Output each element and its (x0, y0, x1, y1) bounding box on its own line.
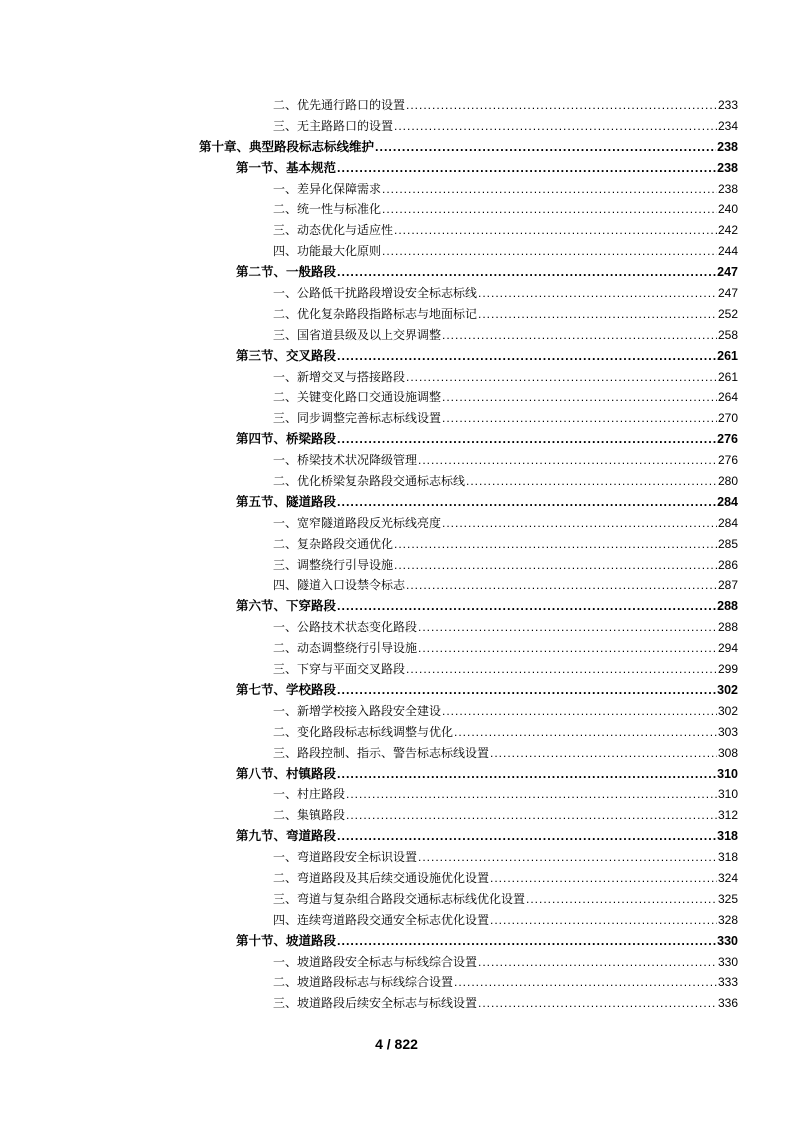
toc-entry-section[interactable] (0, 158, 738, 179)
toc-entry-item[interactable] (0, 659, 738, 680)
toc-entry-item[interactable] (0, 408, 738, 429)
toc-entry-title: 四、连续弯道路段交通安全标志优化设置 (273, 912, 490, 927)
dot-leader (406, 367, 717, 388)
dot-leader (478, 993, 717, 1014)
toc-entry-item[interactable] (0, 889, 738, 910)
toc-entry-title: 第五节、隧道路段 (236, 494, 337, 509)
toc-entry-page-number: 312 (717, 808, 738, 823)
dot-leader (394, 220, 717, 241)
toc-entry-title: 三、路段控制、指示、警告标志标线设置 (273, 745, 490, 760)
dot-leader (478, 304, 717, 325)
dot-leader (406, 95, 717, 116)
toc-entry-title: 一、弯道路段安全标识设置 (273, 850, 418, 865)
toc-entry-page-number: 238 (717, 139, 738, 154)
toc-entry-title: 第九节、弯道路段 (236, 829, 337, 844)
toc-entry-item[interactable] (0, 367, 738, 388)
toc-entry-page-number: 238 (717, 181, 738, 196)
dot-leader (346, 805, 717, 826)
dot-leader (418, 450, 717, 471)
toc-entry-title: 三、弯道与复杂组合路段交通标志标线优化设置 (273, 891, 526, 906)
toc-entry-page-number: 284 (717, 494, 738, 509)
toc-entry-title: 一、新增学校接入路段安全建设 (273, 703, 442, 718)
dot-leader (382, 199, 717, 220)
toc-entry-item[interactable] (0, 534, 738, 555)
dot-leader (337, 826, 716, 847)
toc-entry-item[interactable] (0, 617, 738, 638)
toc-entry-item[interactable] (0, 116, 738, 137)
toc-entry-title: 一、公路低干扰路段增设安全标志标线 (273, 286, 478, 301)
toc-entry-title: 第十章、典型路段标志标线维护 (199, 139, 375, 154)
toc-entry-title: 三、无主路路口的设置 (273, 118, 394, 133)
toc-entry-item[interactable] (0, 241, 738, 262)
toc-entry-title: 第十节、坡道路段 (236, 933, 337, 948)
toc-entry-page-number: 284 (717, 515, 738, 530)
toc-entry-title: 二、关键变化路口交通设施调整 (273, 390, 442, 405)
toc-entry-page-number: 288 (717, 599, 738, 614)
dot-leader (454, 722, 717, 743)
toc-entry-title: 二、坡道路段标志与标线综合设置 (273, 975, 454, 990)
toc-entry-item[interactable] (0, 555, 738, 576)
toc-entry-title: 第七节、学校路段 (236, 682, 337, 697)
toc-entry-page-number: 330 (717, 954, 738, 969)
toc-entry-page-number: 261 (717, 348, 738, 363)
dot-leader (337, 346, 716, 367)
toc-entry-page-number: 302 (717, 703, 738, 718)
toc-entry-title: 三、同步调整完善标志标线设置 (273, 411, 442, 426)
toc-entry-page-number: 294 (717, 641, 738, 656)
dot-leader (382, 179, 717, 200)
toc-entry-title: 二、复杂路段交通优化 (273, 536, 394, 551)
toc-entry-title: 一、桥梁技术状况降级管理 (273, 453, 418, 468)
toc-entry-page-number: 234 (717, 118, 738, 133)
toc-entry-item[interactable] (0, 471, 738, 492)
toc-entry-page-number: 285 (717, 536, 738, 551)
dot-leader (442, 387, 717, 408)
toc-entry-title: 三、动态优化与适应性 (273, 223, 394, 238)
dot-leader (442, 408, 717, 429)
toc-entry-page-number: 244 (717, 244, 738, 259)
toc-entry-chapter[interactable] (0, 137, 738, 158)
toc-entry-page-number: 242 (717, 223, 738, 238)
table-of-contents (0, 95, 793, 1014)
toc-entry-page-number: 302 (717, 682, 738, 697)
dot-leader (418, 617, 717, 638)
toc-entry-item[interactable] (0, 952, 738, 973)
dot-leader (337, 492, 716, 513)
toc-entry-title: 二、动态调整绕行引导设施 (273, 641, 418, 656)
toc-entry-item[interactable] (0, 868, 738, 889)
toc-entry-page-number: 258 (717, 327, 738, 342)
dot-leader (478, 283, 717, 304)
toc-entry-page-number: 233 (717, 98, 738, 112)
toc-entry-item[interactable] (0, 199, 738, 220)
toc-entry-item[interactable] (0, 722, 738, 743)
toc-entry-page-number: 264 (717, 390, 738, 405)
dot-leader (490, 910, 717, 931)
toc-entry-title: 二、优先通行路口的设置 (273, 98, 406, 112)
toc-entry-item[interactable] (0, 283, 738, 304)
toc-entry-title: 二、优化复杂路段指路标志与地面标记 (273, 306, 478, 321)
toc-entry-title: 三、调整绕行引导设施 (273, 557, 394, 572)
toc-entry-page-number: 318 (717, 829, 738, 844)
toc-entry-title: 第四节、桥梁路段 (236, 432, 337, 447)
toc-entry-section[interactable] (0, 680, 738, 701)
toc-entry-page-number: 276 (717, 453, 738, 468)
dot-leader (337, 596, 716, 617)
toc-entry-page-number: 240 (717, 202, 738, 217)
toc-entry-title: 一、公路技术状态变化路段 (273, 620, 418, 635)
dot-leader (337, 680, 716, 701)
toc-entry-item[interactable] (0, 847, 738, 868)
toc-entry-item[interactable] (0, 784, 738, 805)
dot-leader (418, 847, 717, 868)
toc-entry-item[interactable] (0, 95, 738, 116)
toc-entry-page-number: 276 (717, 432, 738, 447)
toc-entry-title: 一、坡道路段安全标志与标线综合设置 (273, 954, 478, 969)
toc-entry-page-number: 238 (717, 160, 738, 175)
toc-entry-item[interactable] (0, 179, 738, 200)
toc-entry-item[interactable] (0, 450, 738, 471)
toc-entry-page-number: 303 (717, 724, 738, 739)
dot-leader (490, 743, 717, 764)
toc-entry-section[interactable] (0, 492, 738, 513)
toc-entry-title: 四、功能最大化原则 (273, 244, 382, 259)
toc-entry-page-number: 333 (717, 975, 738, 990)
toc-entry-page-number: 287 (717, 578, 738, 593)
toc-entry-item[interactable] (0, 304, 738, 325)
toc-entry-title: 二、统一性与标准化 (273, 202, 382, 217)
toc-entry-item[interactable] (0, 910, 738, 931)
dot-leader (394, 534, 717, 555)
toc-entry-title: 二、集镇路段 (273, 808, 346, 823)
toc-entry-item[interactable] (0, 387, 738, 408)
dot-leader (337, 429, 716, 450)
toc-entry-title: 一、新增交叉与搭接路段 (273, 369, 406, 384)
toc-entry-title: 第三节、交叉路段 (236, 348, 337, 363)
toc-entry-page-number: 310 (717, 787, 738, 802)
toc-entry-item[interactable] (0, 575, 738, 596)
toc-entry-page-number: 310 (717, 766, 738, 781)
toc-entry-title: 第二节、一般路段 (236, 265, 337, 280)
toc-entry-section[interactable] (0, 596, 738, 617)
toc-entry-title: 三、下穿与平面交叉路段 (273, 662, 406, 677)
toc-entry-page-number: 247 (717, 286, 738, 301)
dot-leader (394, 555, 717, 576)
toc-entry-page-number: 325 (717, 891, 738, 906)
dot-leader (442, 513, 717, 534)
toc-entry-page-number: 318 (717, 850, 738, 865)
toc-entry-title: 第八节、村镇路段 (236, 766, 337, 781)
toc-entry-page-number: 252 (717, 306, 738, 321)
page-number: 4 / 822 (375, 1036, 418, 1052)
toc-entry-page-number: 247 (717, 265, 738, 280)
toc-entry-title: 一、村庄路段 (273, 787, 346, 802)
toc-entry-page-number: 288 (717, 620, 738, 635)
toc-entry-item[interactable] (0, 513, 738, 534)
toc-entry-section[interactable] (0, 931, 738, 952)
toc-entry-page-number: 328 (717, 912, 738, 927)
dot-leader (382, 241, 717, 262)
toc-entry-title: 三、国省道县级及以上交界调整 (273, 327, 442, 342)
toc-entry-item[interactable] (0, 743, 738, 764)
toc-entry-title: 一、差异化保障需求 (273, 181, 382, 196)
dot-leader (406, 659, 717, 680)
toc-entry-title: 四、隧道入口设禁令标志 (273, 578, 406, 593)
toc-entry-page-number: 270 (717, 411, 738, 426)
toc-entry-section[interactable] (0, 826, 738, 847)
dot-leader (442, 701, 717, 722)
dot-leader (337, 931, 716, 952)
toc-entry-title: 二、变化路段标志标线调整与优化 (273, 724, 454, 739)
toc-entry-item[interactable] (0, 638, 738, 659)
toc-entry-item[interactable] (0, 805, 738, 826)
toc-entry-item[interactable] (0, 220, 738, 241)
toc-entry-section[interactable] (0, 346, 738, 367)
toc-entry-page-number: 324 (717, 870, 738, 885)
toc-entry-page-number: 299 (717, 662, 738, 677)
dot-leader (418, 638, 717, 659)
toc-entry-section[interactable] (0, 262, 738, 283)
dot-leader (526, 889, 717, 910)
toc-entry-page-number: 330 (717, 933, 738, 948)
toc-entry-section[interactable] (0, 429, 738, 450)
toc-entry-page-number: 308 (717, 745, 738, 760)
toc-entry-item[interactable] (0, 325, 738, 346)
toc-entry-title: 第六节、下穿路段 (236, 599, 337, 614)
dot-leader (406, 575, 717, 596)
toc-entry-title: 第一节、基本规范 (236, 160, 337, 175)
toc-entry-title: 一、宽窄隧道路段反光标线亮度 (273, 515, 442, 530)
toc-entry-title: 三、坡道路段后续安全标志与标线设置 (273, 996, 478, 1011)
toc-entry-page-number: 336 (717, 996, 738, 1011)
dot-leader (442, 325, 717, 346)
toc-entry-page-number: 280 (717, 474, 738, 489)
toc-entry-item[interactable] (0, 993, 738, 1014)
dot-leader (454, 972, 717, 993)
dot-leader (375, 137, 716, 158)
dot-leader (490, 868, 717, 889)
dot-leader (466, 471, 717, 492)
toc-entry-item[interactable] (0, 972, 738, 993)
dot-leader (337, 262, 716, 283)
toc-entry-title: 二、弯道路段及其后续交通设施优化设置 (273, 870, 490, 885)
toc-entry-title: 二、优化桥梁复杂路段交通标志标线 (273, 474, 466, 489)
toc-entry-item[interactable] (0, 701, 738, 722)
dot-leader (337, 158, 716, 179)
toc-entry-section[interactable] (0, 764, 738, 785)
dot-leader (337, 764, 716, 785)
dot-leader (478, 952, 717, 973)
toc-entry-page-number: 286 (717, 557, 738, 572)
dot-leader (346, 784, 717, 805)
toc-entry-page-number: 261 (717, 369, 738, 384)
dot-leader (394, 116, 717, 137)
